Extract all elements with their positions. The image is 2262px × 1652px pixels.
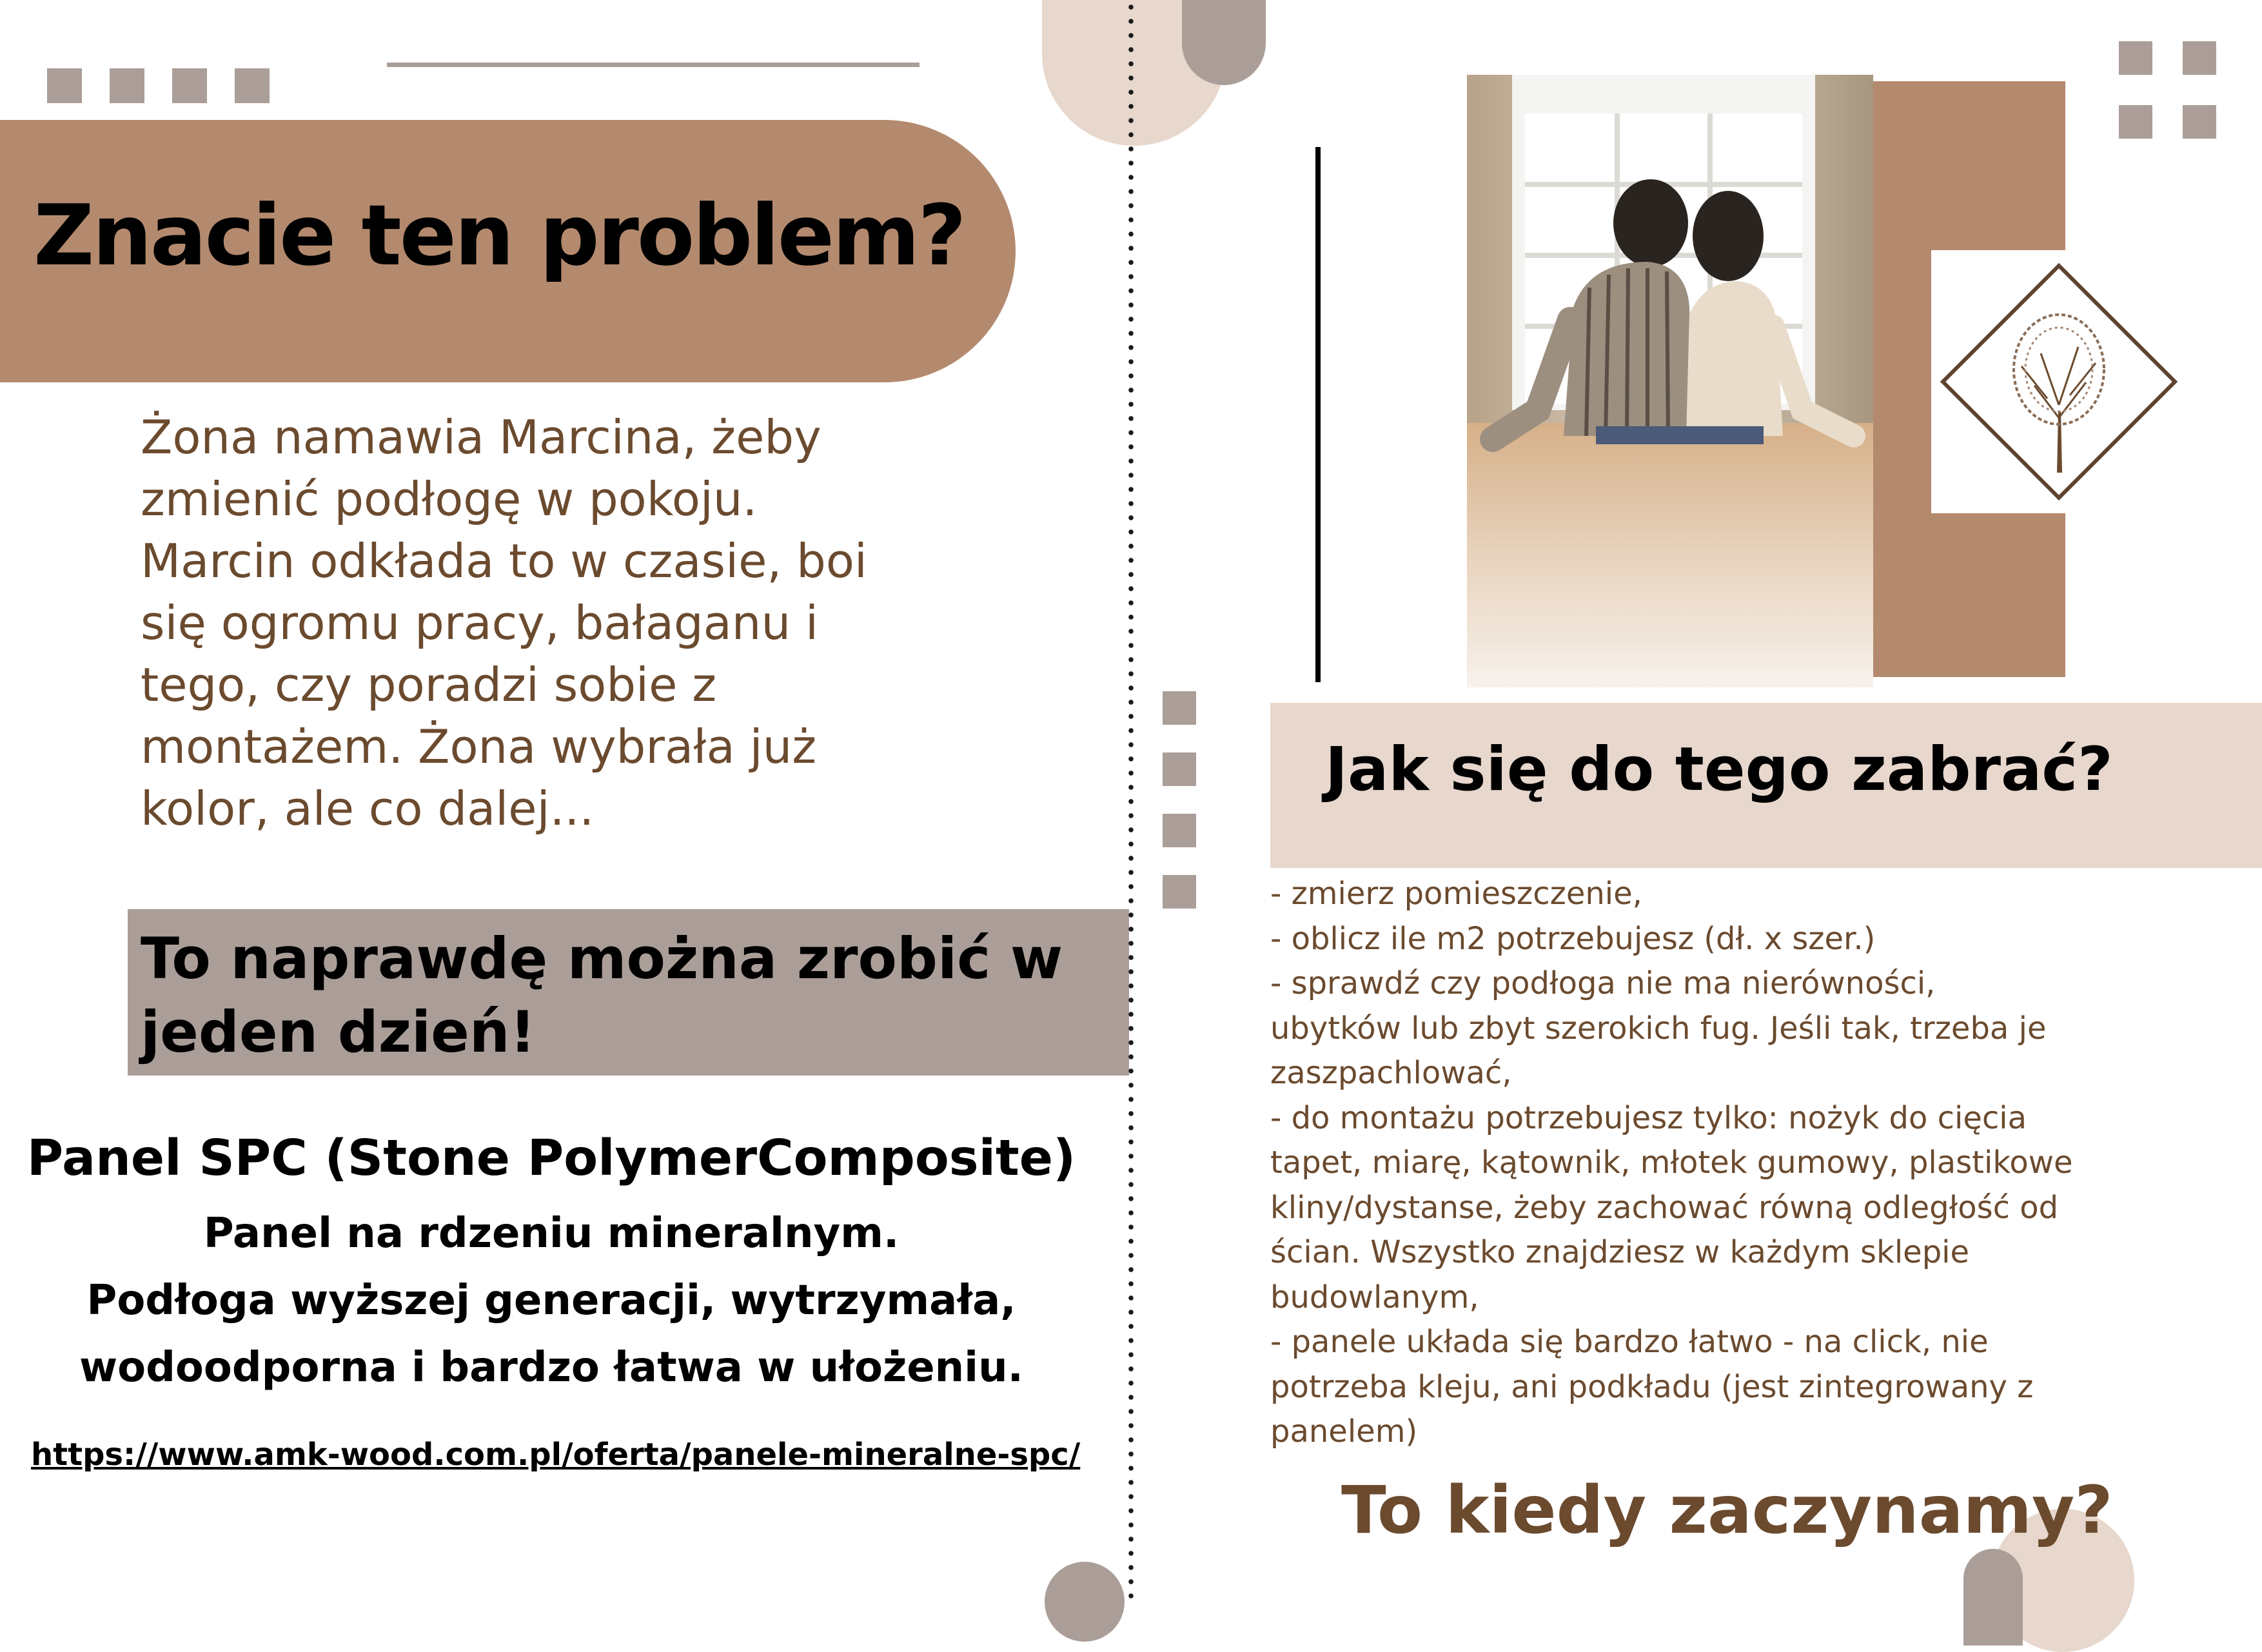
closing-question: To kiedy zaczynamy? bbox=[1341, 1472, 2113, 1549]
story-line: zmienić podłogę w pokoju. bbox=[141, 472, 758, 526]
step-line: panelem) bbox=[1270, 1413, 1418, 1450]
vertical-accent-line bbox=[1315, 147, 1321, 682]
couple-photo bbox=[1467, 75, 1873, 687]
decor-square-v3 bbox=[1163, 814, 1196, 847]
product-line: Panel na rdzeniu mineralnym. bbox=[203, 1210, 900, 1257]
dotted-divider bbox=[1128, 0, 1134, 1599]
step-line: ścian. Wszystko znajdziesz w każdym sklepie bbox=[1270, 1234, 1970, 1270]
decor-square-v1 bbox=[1163, 691, 1196, 725]
step-line: - zmierz pomieszczenie, bbox=[1270, 876, 1642, 912]
story-text bbox=[141, 406, 979, 840]
decor-line bbox=[387, 63, 920, 67]
decor-square-v2 bbox=[1163, 752, 1196, 786]
couple-sitting-on-floor-photo bbox=[1467, 75, 1873, 687]
step-line: kliny/dystanse, żeby zachować równą odległość od bbox=[1270, 1189, 2059, 1226]
story-line: kolor, ale co dalej... bbox=[141, 782, 595, 836]
claim-line: To naprawdę można zrobić w bbox=[141, 925, 1063, 992]
logo-card bbox=[1931, 250, 2197, 513]
step-line: - oblicz ile m2 potrzebujesz (dł. x szer.) bbox=[1270, 920, 1876, 957]
decor-square-grid-3 bbox=[2119, 105, 2152, 139]
step-line: - do montażu potrzebujesz tylko: nożyk do cięcia bbox=[1270, 1099, 2027, 1136]
product-line: wodoodporna i bardzo łatwa w ułożeniu. bbox=[79, 1344, 1023, 1391]
decor-square-1 bbox=[47, 68, 82, 103]
decor-square-2 bbox=[110, 68, 144, 103]
claim-text bbox=[141, 922, 1134, 1069]
decor-square-4 bbox=[235, 68, 270, 103]
story-line: Żona namawia Marcina, żeby bbox=[141, 410, 821, 464]
offer-link[interactable]: https://www.amk-wood.com.pl/oferta/panele-mineralne-spc/ bbox=[31, 1437, 1081, 1473]
steps-list bbox=[1270, 872, 2250, 1455]
step-line: budowlanym, bbox=[1270, 1279, 1479, 1315]
decor-circle-top-small bbox=[1182, 0, 1266, 85]
decor-square-v4 bbox=[1163, 875, 1196, 909]
product-line: Podłoga wyższej generacji, wytrzymała, bbox=[86, 1277, 1016, 1324]
decor-square-3 bbox=[172, 68, 207, 103]
step-line: tapet, miarę, kątownik, młotek gumowy, plastikowe bbox=[1270, 1145, 2073, 1181]
step-line: zaszpachlować, bbox=[1270, 1055, 1512, 1091]
step-line: ubytków lub zbyt szerokich fug. Jeśli tak, trzeba je bbox=[1270, 1010, 2047, 1047]
decor-circle-bottom bbox=[1045, 1562, 1125, 1642]
tree-in-diamond-icon bbox=[1931, 250, 2197, 513]
section-heading: Jak się do tego zabrać? bbox=[1325, 734, 2113, 805]
page-title: Znacie ten problem? bbox=[34, 186, 965, 284]
decor-square-grid-2 bbox=[2183, 41, 2216, 75]
step-line: - panele układa się bardzo łatwo - na click, nie bbox=[1270, 1324, 1989, 1360]
step-line: - sprawdź czy podłoga nie ma nierówności, bbox=[1270, 965, 1936, 1001]
story-line: Marcin odkłada to w czasie, boi bbox=[141, 534, 867, 588]
decor-square-grid-4 bbox=[2183, 105, 2216, 139]
decor-circle-bottom-right-small bbox=[1963, 1549, 2023, 1646]
step-line: potrzeba kleju, ani podkładu (jest zintegrowany z bbox=[1270, 1368, 2034, 1405]
story-line: się ogromu pracy, bałaganu i bbox=[141, 596, 818, 650]
product-name: Panel SPC (Stone PolymerComposite) bbox=[26, 1130, 1076, 1187]
claim-line: jeden dzień! bbox=[141, 999, 536, 1065]
story-line: montażem. Żona wybrała już bbox=[141, 720, 817, 774]
story-line: tego, czy poradzi sobie z bbox=[141, 658, 717, 712]
decor-square-grid-1 bbox=[2119, 41, 2152, 75]
